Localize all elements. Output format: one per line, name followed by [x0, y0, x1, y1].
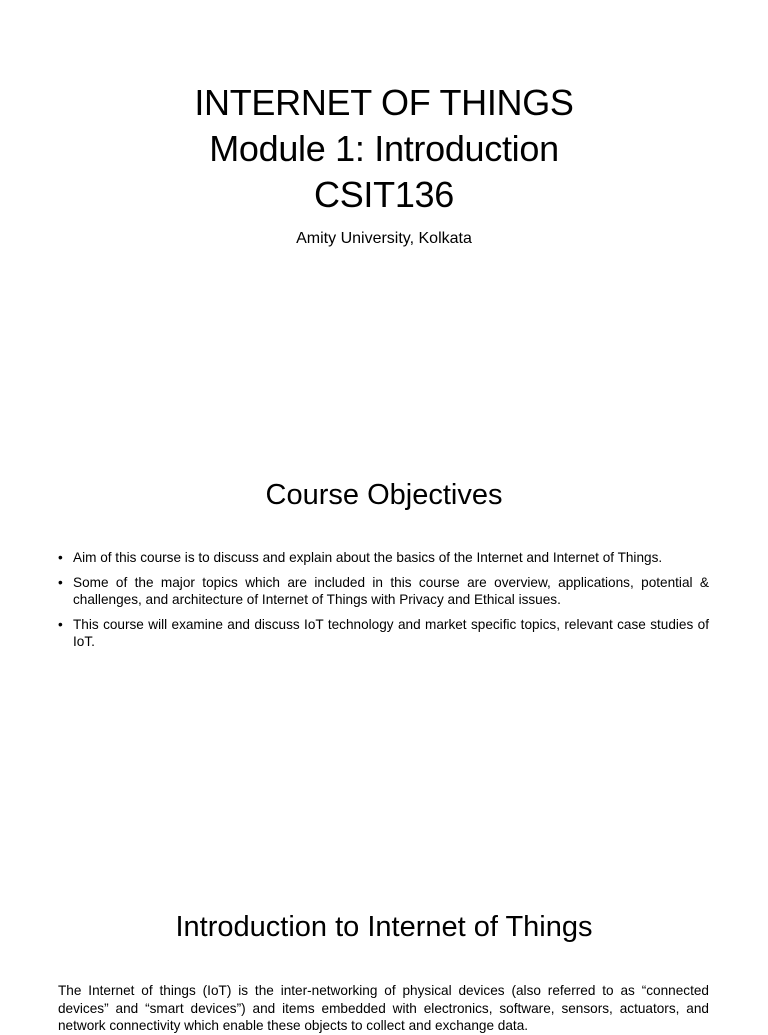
bullet-item — [58, 616, 709, 651]
bullet-item — [58, 549, 709, 567]
intro-paragraph: The Internet of things (IoT) is the inter-networking of physical devices (also referred to as “connected devices” and “smart devices”) and items embedded with electronics, software, sensors, actuators, and network connectivity which enable these objects to collect and exchange data. — [58, 983, 709, 1033]
title-line-course: INTERNET OF THINGS — [194, 82, 574, 123]
bullet-list — [58, 549, 709, 658]
introduction-slide — [0, 864, 768, 1033]
bullet-dot-icon: • — [58, 616, 63, 632]
bullet-text: This course will examine and discuss IoT technology and market specific topics, relevant case studies of IoT. — [73, 616, 709, 649]
slide-subtitle: Amity University, Kolkata — [296, 230, 472, 247]
bullet-text: Some of the major topics which are included in this course are overview, applications, potential & challenges, and architecture of Internet of Things with Privacy and Ethical issues. — [73, 574, 709, 607]
title-slide — [0, 0, 768, 432]
course-objectives-slide — [0, 432, 768, 864]
slide-title — [0, 80, 768, 218]
bullet-dot-icon: • — [58, 574, 63, 590]
title-line-code: CSIT136 — [314, 174, 454, 215]
slide-heading: Introduction to Internet of Things — [175, 911, 593, 943]
bullet-item — [58, 574, 709, 609]
bullet-dot-icon: • — [58, 550, 63, 565]
bullet-text: Aim of this course is to discuss and explain about the basics of the Internet and Internet of Things. — [73, 550, 663, 565]
slide-heading: Course Objectives — [265, 479, 503, 511]
title-line-module: Module 1: Introduction — [209, 128, 559, 169]
